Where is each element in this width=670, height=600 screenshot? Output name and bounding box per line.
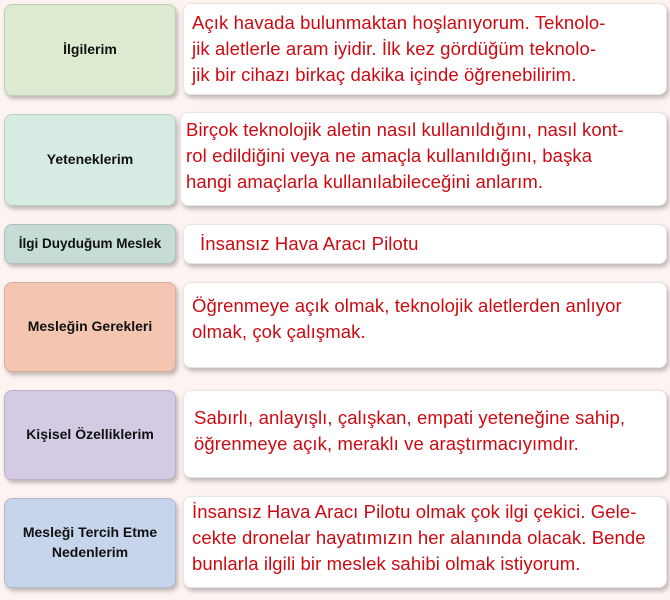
content-line: Açık havada bulunmaktan hoşlanıyorum. Teknolo-	[192, 12, 606, 33]
content-line: olmak, çok çalışmak.	[192, 321, 366, 342]
content-ilgilerim	[183, 3, 667, 95]
label-text: Kişisel Özelliklerim	[26, 426, 154, 443]
content-line: jik bir cihazı birkaç dakika içinde öğrenebilirim.	[192, 64, 577, 85]
label-ilgi-duydugum-meslek	[4, 224, 176, 264]
label-text-line: Mesleği Tercih Etme	[22, 524, 158, 541]
label-text: İlgi Duyduğum Meslek	[18, 235, 162, 251]
content-line: Sabırlı, anlayışlı, çalışkan, empati yeteneğine sahip,	[194, 407, 626, 428]
content-line: İnsansız Hava Aracı Pilotu olmak çok ilgi çekici. Gele-	[192, 501, 637, 522]
label-meslegi-tercih-etme-nedenlerim	[4, 498, 176, 588]
label-ilgilerim	[4, 4, 176, 96]
content-meslegin-gerekleri	[183, 282, 667, 368]
content-line: Öğrenmeye açık olmak, teknolojik aletlerden anlıyor	[192, 295, 622, 316]
content-ilgi-duydugum-meslek	[183, 224, 667, 264]
content-meslegi-tercih-etme-nedenlerim	[183, 496, 667, 588]
label-text: İlgilerim	[63, 41, 117, 58]
label-text: Yeteneklerim	[46, 151, 134, 168]
content-line: rol edildiğini veya ne amaçla kullanıldığını, başka	[186, 145, 593, 166]
label-kisisel-ozelliklerim	[4, 390, 176, 480]
content-line: cekte dronelar hayatımızın her alanında olacak. Bende	[192, 527, 646, 548]
content-yeteneklerim	[180, 112, 667, 206]
content-kisisel-ozelliklerim	[183, 390, 667, 478]
content-line: hangi amaçlarla kullanılabileceğini anlarım.	[186, 171, 544, 192]
label-yeteneklerim	[4, 114, 176, 206]
label-meslegin-gerekleri	[4, 282, 176, 372]
content-line: İnsansız Hava Aracı Pilotu	[200, 233, 419, 254]
label-text: Mesleğin Gerekleri	[27, 318, 153, 335]
content-line: öğrenmeye açık, meraklı ve araştırmacıyımdır.	[194, 433, 579, 454]
content-line: bunlarla ilgili bir meslek sahibi olmak istiyorum.	[192, 553, 581, 574]
content-line: jik aletlerle aram iyidir. İlk kez gördüğüm teknolo-	[192, 38, 597, 59]
label-text-line: Nedenlerim	[51, 544, 129, 560]
content-line: Birçok teknolojik aletin nasıl kullanıldığını, nasıl kont-	[186, 119, 624, 140]
